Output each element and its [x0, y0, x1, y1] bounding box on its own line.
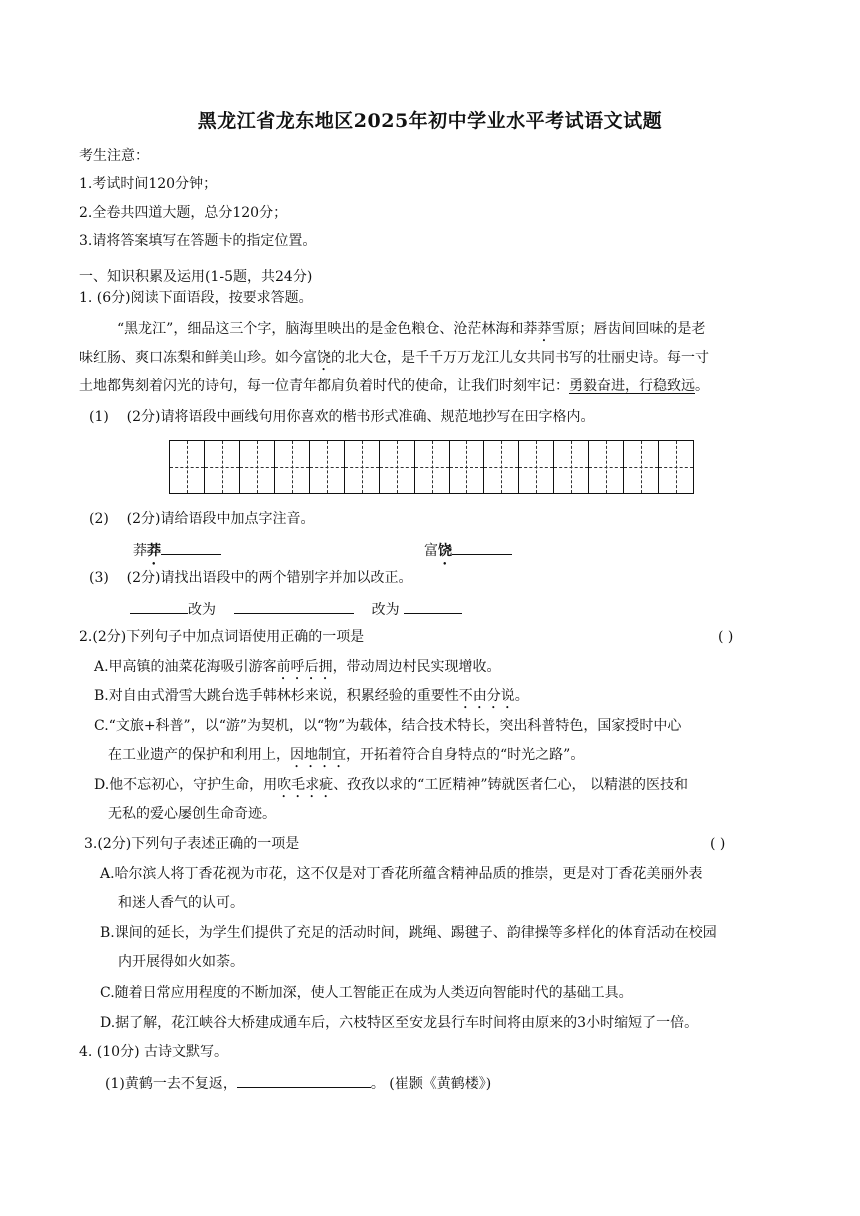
answer-blank[interactable]	[234, 598, 354, 614]
q2-option-c-line1[interactable]: C.“文旅+科普”，以“游”为契机，以“物”为载体，结合技术特长，突出科普特色，国家授时中心	[94, 718, 682, 734]
q3-option-b-line1[interactable]: B.课间的延长，为学生们提供了充足的活动时间，跳绳、踢毽子、韵律操等多样化的体育活动在校园	[100, 925, 717, 941]
grid-cell[interactable]	[554, 441, 589, 493]
question-4-stem: 4. (10分) 古诗文默写。	[79, 1044, 228, 1060]
q2-option-a[interactable]: A.甲高镇的油菜花海吸引游客前呼后拥，带动周边村民实现增收。	[94, 659, 501, 675]
answer-blank[interactable]	[452, 539, 512, 555]
question-1-stem: 1. (6分)阅读下面语段，按要求答题。	[79, 290, 313, 306]
answer-paren[interactable]: ( )	[710, 836, 726, 852]
q2-option-b[interactable]: B.对自由式滑雪大跳台选手韩林杉来说，积累经验的重要性不由分说。	[94, 688, 529, 704]
question-3-stem: 3.(2分)下列句子表述正确的一项是	[84, 836, 300, 852]
section-heading: 一、知识积累及运用(1-5题，共24分)	[79, 269, 313, 285]
dotted-char: 饶	[317, 350, 331, 366]
passage-line-1: “黑龙江”，细品这三个字，脑海里映出的是金色粮仓、沧茫林海和莽莽雪原；唇齿间回味的是老	[117, 321, 706, 337]
notice-item: 1.考试时间120分钟；	[79, 176, 218, 192]
answer-paren[interactable]: ( )	[718, 629, 734, 645]
answer-blank[interactable]	[130, 598, 188, 614]
q1-sub-3: (3) (2分)请找出语段中的两个错别字并加以改正。	[89, 570, 413, 586]
grid-cell[interactable]	[589, 441, 624, 493]
q3-option-a-line1[interactable]: A.哈尔滨人将丁香花视为市花，这不仅是对丁香花所蕴含精神品质的推崇，更是对丁香花美丽外表	[100, 866, 703, 882]
passage-line-2: 味红肠、爽口冻梨和鲜美山珍。如今富饶的北大仓，是千千万万龙江儿女共同书写的壮丽史诗。每一寸	[79, 350, 709, 366]
q3-option-a-line2: 和迷人香气的认可。	[118, 895, 244, 911]
pinyin-blank-2: 富饶	[424, 539, 512, 568]
grid-cell[interactable]	[519, 441, 554, 493]
grid-cell[interactable]	[380, 441, 415, 493]
grid-cell[interactable]	[240, 441, 275, 493]
tianzige-grid[interactable]	[169, 440, 694, 494]
grid-cell[interactable]	[415, 441, 450, 493]
grid-cell[interactable]	[170, 441, 205, 493]
q1-sub-2: (2) (2分)请给语段中加点字注音。	[89, 511, 315, 527]
answer-blank[interactable]	[404, 598, 462, 614]
passage-line-3: 土地都隽刻着闪光的诗句，每一位青年都肩负着时代的使命，让我们时刻牢记：勇毅奋进，行稳致远。	[79, 378, 709, 394]
q3-option-b-line2: 内开展得如火如荼。	[118, 954, 244, 970]
q3-option-d[interactable]: D.据了解，花江峡谷大桥建成通车后，六枝特区至安龙县行车时间将由原来的3小时缩短了一倍。	[100, 1015, 699, 1031]
notice-item: 3.请将答案填写在答题卡的指定位置。	[79, 233, 317, 249]
grid-cell[interactable]	[624, 441, 659, 493]
grid-cell[interactable]	[345, 441, 380, 493]
q2-option-d-line1[interactable]: D.他不忘初心，守护生命，用吹毛求疵、孜孜以求的“工匠精神”铸就医者仁心， 以精湛的医技和	[94, 777, 688, 793]
correction-blanks: 改为 改为	[130, 598, 462, 620]
question-2-stem: 2.(2分)下列句子中加点词语使用正确的一项是	[79, 629, 365, 645]
notice-item: 2.全卷共四道大题，总分120分；	[79, 205, 288, 221]
dotted-char: 莽	[537, 321, 552, 337]
q1-sub-1: (1) (2分)请将语段中画线句用你喜欢的楷书形式准确、规范地抄写在田字格内。	[89, 409, 595, 425]
underlined-sentence: 勇毅奋进，行稳致远	[569, 378, 695, 394]
grid-cell[interactable]	[275, 441, 310, 493]
grid-cell[interactable]	[205, 441, 240, 493]
exam-title: 黑龙江省龙东地区2025年初中学业水平考试语文试题	[197, 110, 663, 132]
grid-cell[interactable]	[484, 441, 519, 493]
grid-cell[interactable]	[310, 441, 345, 493]
q2-option-c-line2: 在工业遗产的保护和利用上，因地制宜，开拓着符合自身特点的“时光之路”。	[108, 747, 585, 763]
pinyin-blank-1: 莽莽	[133, 539, 221, 568]
grid-cell[interactable]	[659, 441, 693, 493]
answer-blank[interactable]	[161, 539, 221, 555]
notice-heading: 考生注意：	[79, 148, 149, 164]
q4-sub-1: (1)黄鹤一去不复返， 。 (崔颢《黄鹤楼》)	[105, 1072, 491, 1094]
answer-blank[interactable]	[237, 1072, 371, 1088]
grid-cell[interactable]	[450, 441, 485, 493]
q2-option-d-line2: 无私的爱心屡创生命奇迹。	[108, 806, 276, 822]
q3-option-c[interactable]: C.随着日常应用程度的不断加深，使人工智能正在成为人类迈向智能时代的基础工具。	[100, 985, 633, 1001]
